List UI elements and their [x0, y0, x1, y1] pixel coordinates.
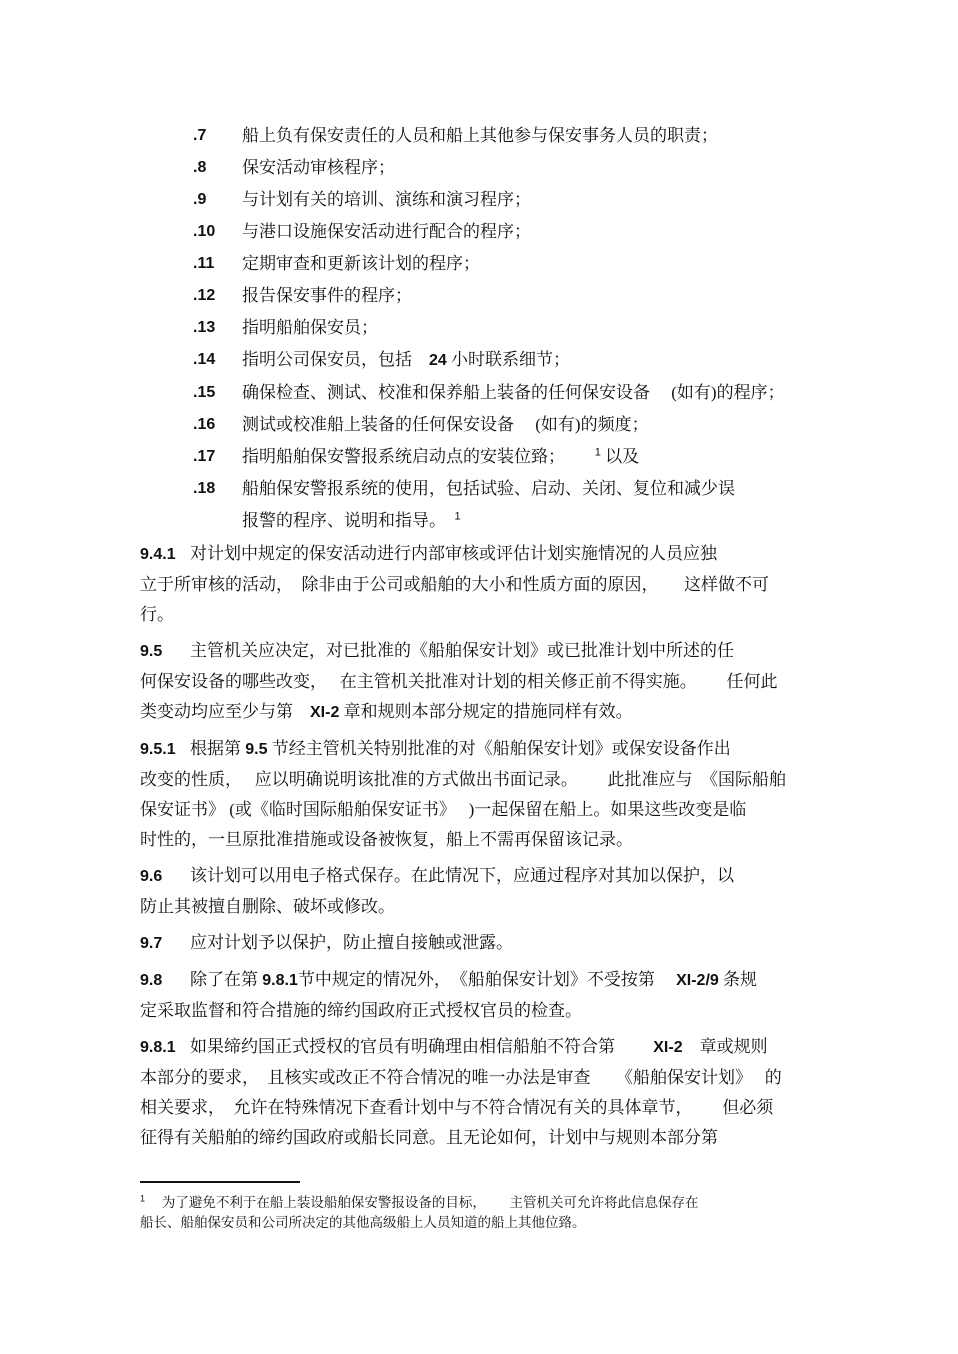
text-line: [140, 996, 850, 1026]
text-run: 定采取监督和符合措施的缔约国政府正式授权官员的检查。: [140, 1001, 582, 1020]
text-run: 应对计划予以保护，防止擅自接触或泄露。: [190, 933, 513, 952]
text-run: 小时联系细节；: [446, 350, 571, 369]
text-run: 时性的，一旦原批准措施或设备被恢复，船上不需再保留该记录。: [140, 830, 633, 849]
bold-number: XI-2/9: [676, 972, 719, 989]
text-line: [140, 861, 850, 892]
text-line: [140, 965, 850, 996]
text-line: [242, 441, 639, 473]
text-run: 指明船舶保安员；: [242, 318, 378, 337]
text-run: 行。: [140, 605, 174, 624]
text-line: [140, 928, 850, 959]
text-run: 改变的性质， 应以明确说明该批准的方式做出书面记录。 此批准应与 《国际船舶: [140, 770, 786, 789]
list-item-number: .11: [193, 255, 215, 272]
list-item-number: .13: [193, 319, 216, 336]
footnote: [140, 1193, 850, 1233]
text-run: 如果缔约国正式授权的官员有明确理由相信船舶不符合第: [190, 1037, 654, 1056]
text-line: [140, 892, 850, 922]
text-run: 报告保安事件的程序；: [242, 286, 412, 305]
paragraph: [140, 636, 850, 728]
paragraph-number: 9.4.1: [140, 546, 176, 563]
text-run: 船舶保安警报系统的使用，包括试验、启动、关闭、复位和减少误: [242, 479, 735, 498]
paragraph: [140, 539, 850, 630]
list-item-number: .7: [193, 127, 207, 144]
text-line: [242, 120, 718, 152]
text-run: 该计划可以用电子格式保存。在此情况下，应通过程序对其加以保护，以: [190, 866, 734, 885]
text-run: 类变动均应至少与第: [140, 702, 310, 721]
text-line: [140, 1193, 850, 1213]
text-run: 相关要求， 允许在特殊情况下查看计划中与不符合情况有关的具体章节， 但必须: [140, 1098, 774, 1117]
text-line: [242, 184, 531, 216]
bold-number: 24: [429, 352, 447, 369]
text-line: [140, 825, 850, 855]
list-item-text: [242, 377, 785, 409]
text-line: [140, 1063, 850, 1093]
text-line: [242, 505, 735, 537]
list-item: [193, 344, 850, 377]
text-run: 指明公司保安员，包括: [242, 350, 429, 369]
list-item: [193, 409, 850, 441]
list-item: [193, 377, 850, 409]
list-item: [193, 216, 850, 248]
footnote-ref: 1: [594, 446, 601, 459]
text-run: 船上负有保安责任的人员和船上其他参与保安事务人员的职责；: [242, 126, 718, 145]
list-item-number: .18: [193, 480, 216, 497]
text-line: [242, 409, 649, 441]
text-run: 征得有关船舶的缔约国政府或船长同意。且无论如何，计划中与规则本部分第: [140, 1128, 718, 1147]
text-run: 主管机关应决定，对已批准的《船舶保安计划》或已批准计划中所述的任: [190, 641, 734, 660]
paragraph-number: 9.8: [140, 972, 163, 989]
text-line: [140, 1093, 850, 1123]
paragraph: [140, 928, 850, 959]
text-run: 定期审查和更新该计划的程序；: [242, 254, 480, 273]
list-item-number: .8: [193, 159, 207, 176]
paragraph-number: 9.7: [140, 935, 163, 952]
list-item-text: [242, 473, 735, 537]
list-item-text: [242, 344, 570, 377]
text-line: [140, 570, 850, 600]
footnote-ref: 1: [454, 510, 461, 523]
text-line: [242, 473, 735, 505]
paragraphs: [140, 539, 850, 1153]
numbered-list: [193, 120, 850, 537]
text-line: [140, 636, 850, 667]
list-item: [193, 184, 850, 216]
list-item: [193, 441, 850, 473]
text-run: 保安证书》 (或《临时国际船舶保安证书》 )一起保留在船上。如果这些改变是临: [140, 800, 747, 819]
text-line: [242, 377, 785, 409]
list-item-number: .17: [193, 448, 216, 465]
text-line: [140, 1123, 850, 1153]
paragraph-number: 9.5: [140, 643, 163, 660]
text-run: 除了在第: [190, 970, 263, 989]
list-item-text: [242, 152, 395, 184]
list-item-text: [242, 184, 531, 216]
text-run: 与港口设施保安活动进行配合的程序；: [242, 222, 531, 241]
text-run: 为了避免不利于在船上装设船舶保安警报设备的目标， 主管机关可允许将此信息保存在: [145, 1195, 699, 1210]
paragraph: [140, 861, 850, 922]
text-run: 以及: [600, 447, 640, 466]
text-run: 章和规则本部分规定的措施同样有效。: [339, 702, 633, 721]
paragraph: [140, 1032, 850, 1153]
text-run: 本部分的要求， 且核实或改正不符合情况的唯一办法是审查 《船舶保安计划》 的: [140, 1068, 782, 1087]
text-run: 确保检查、测试、校准和保养船上装备的任何保安设备 (如有)的程序；: [242, 383, 785, 402]
list-item-text: [242, 441, 639, 473]
footnote-ref: 1: [140, 1193, 146, 1204]
list-item: [193, 120, 850, 152]
list-item-number: .15: [193, 384, 216, 401]
text-run: 章或规则: [682, 1037, 768, 1056]
text-line: [140, 795, 850, 825]
list-item-text: [242, 248, 480, 280]
paragraph-number: 9.6: [140, 868, 163, 885]
text-line: [140, 1032, 850, 1063]
text-line: [140, 697, 850, 728]
bold-number: XI-2: [310, 704, 340, 721]
bold-number: 9.5: [245, 741, 268, 758]
text-line: [140, 734, 850, 765]
text-line: [140, 765, 850, 795]
list-item-number: .12: [193, 287, 216, 304]
list-item-text: [242, 120, 718, 152]
text-run: 船长、船舶保安员和公司所决定的其他高级船上人员知道的船上其他位臵。: [140, 1215, 586, 1230]
text-line: [140, 1213, 850, 1233]
text-run: 对计划中规定的保安活动进行内部审核或评估计划实施情况的人员应独: [190, 544, 717, 563]
page-content: [140, 120, 850, 1233]
text-run: 报警的程序、说明和指导。: [242, 511, 455, 530]
list-item: [193, 473, 850, 537]
paragraph-number: 9.5.1: [140, 741, 176, 758]
list-item-number: .9: [193, 191, 207, 208]
list-item-text: [242, 312, 378, 344]
text-run: 防止其被擅自删除、破坏或修改。: [140, 897, 395, 916]
text-run: 测试或校准船上装备的任何保安设备 (如有)的频度；: [242, 415, 649, 434]
list-item: [193, 248, 850, 280]
footnote-separator: [140, 1181, 300, 1183]
paragraph: [140, 965, 850, 1026]
list-item: [193, 152, 850, 184]
text-run: 根据第: [190, 739, 246, 758]
list-item: [193, 280, 850, 312]
bold-number: XI-2: [653, 1039, 683, 1056]
text-run: 立于所审核的活动， 除非由于公司或船舶的大小和性质方面的原因， 这样做不可: [140, 575, 769, 594]
text-run: 保安活动审核程序；: [242, 158, 395, 177]
text-line: [242, 344, 570, 377]
text-run: 何保安设备的哪些改变， 在主管机关批准对计划的相关修正前不得实施。 任何此: [140, 672, 778, 691]
text-run: 指明船舶保安警报系统启动点的安装位臵；: [242, 447, 595, 466]
list-item-number: .10: [193, 223, 216, 240]
text-run: 节中规定的情况外， 《船舶保安计划》不受按第: [297, 970, 677, 989]
list-item-number: .16: [193, 416, 216, 433]
text-line: [140, 600, 850, 630]
list-item-text: [242, 409, 649, 441]
text-line: [242, 248, 480, 280]
text-line: [242, 280, 412, 312]
text-line: [242, 152, 395, 184]
paragraph-number: 9.8.1: [140, 1039, 176, 1056]
text-line: [242, 312, 378, 344]
text-run: 与计划有关的培训、演练和演习程序；: [242, 190, 531, 209]
text-run: 条规: [718, 970, 758, 989]
text-line: [140, 667, 850, 697]
text-run: 节经主管机关特别批准的对《船舶保安计划》或保安设备作出: [267, 739, 731, 758]
list-item: [193, 312, 850, 344]
list-item-text: [242, 280, 412, 312]
list-item-text: [242, 216, 531, 248]
list-item-number: .14: [193, 351, 216, 368]
text-line: [140, 539, 850, 570]
text-line: [242, 216, 531, 248]
paragraph: [140, 734, 850, 855]
bold-number: 9.8.1: [262, 972, 298, 989]
